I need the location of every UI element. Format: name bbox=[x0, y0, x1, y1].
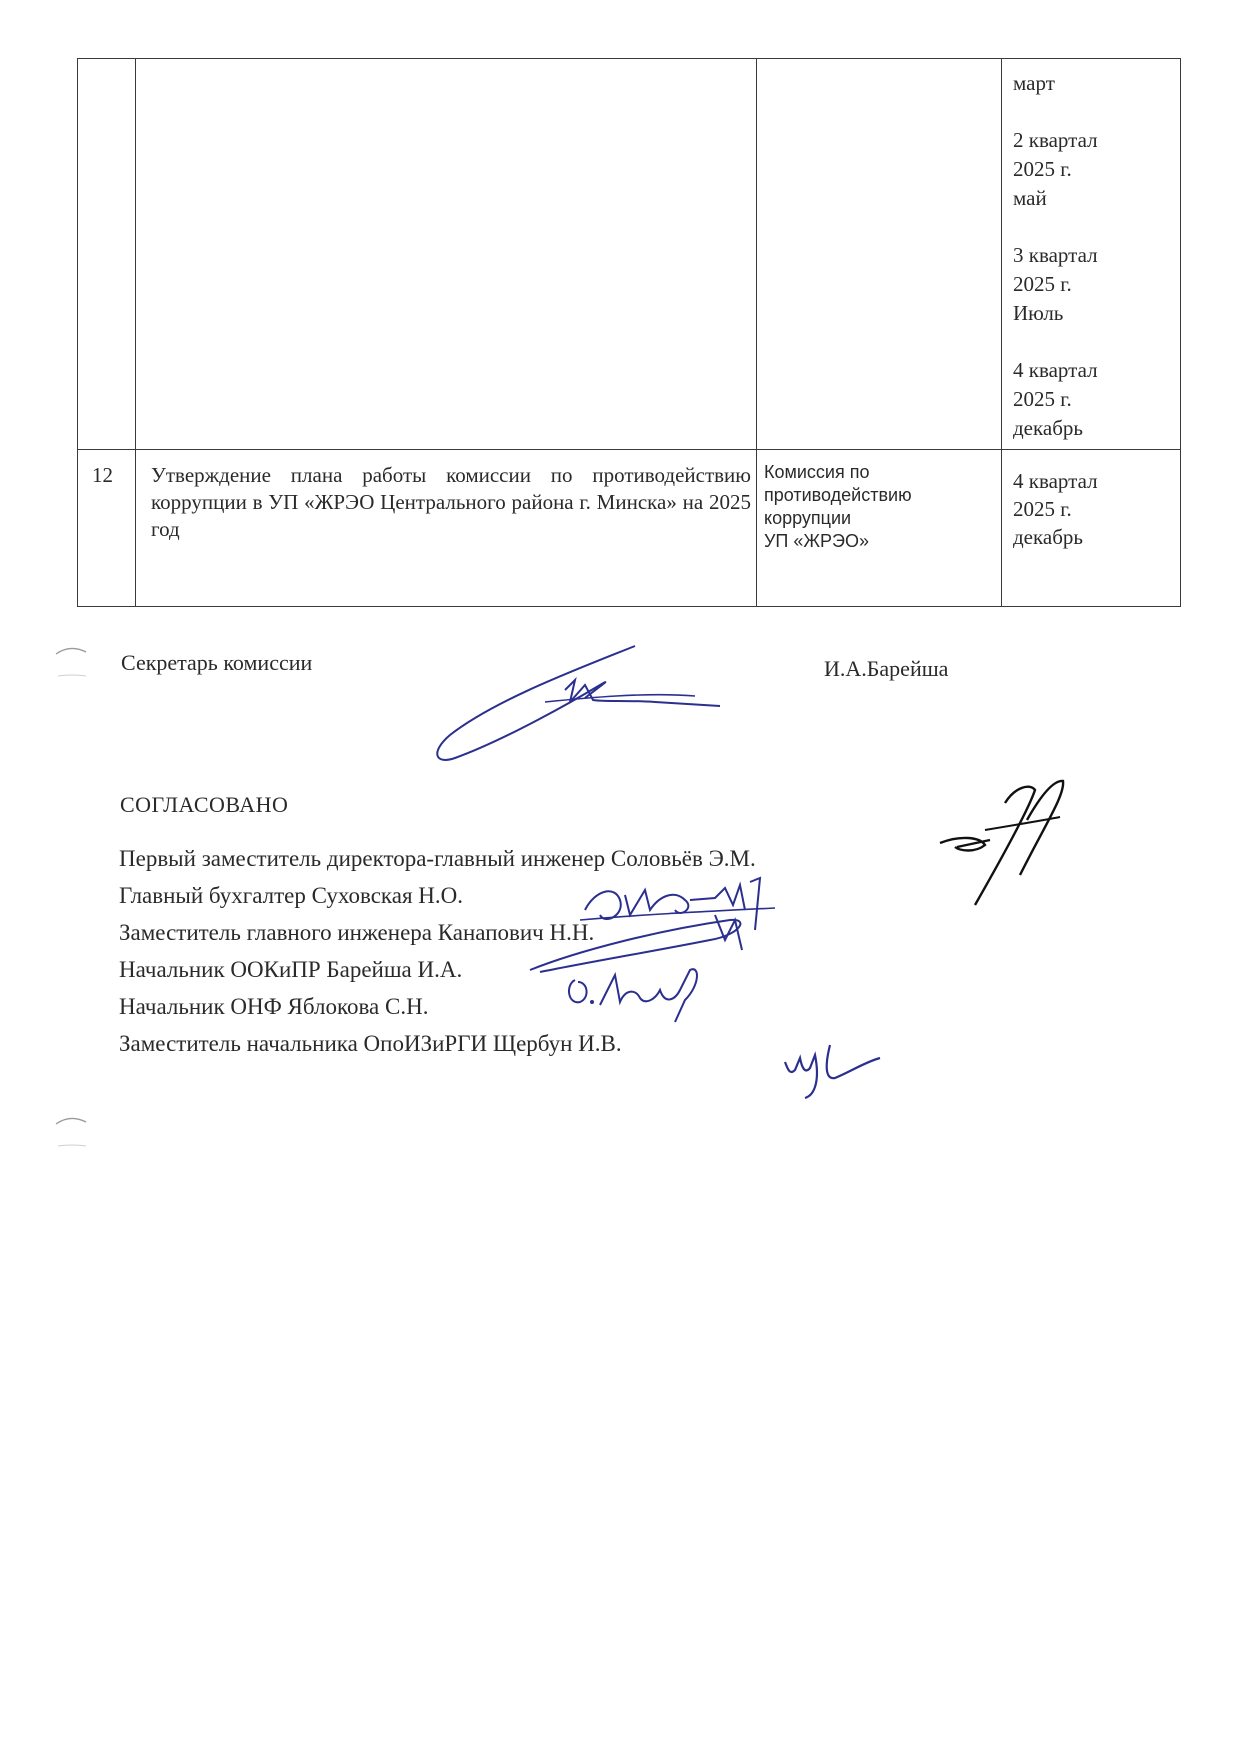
date-line: март bbox=[1013, 71, 1055, 95]
previous-row-dates bbox=[1013, 69, 1098, 443]
date-line: 2 квартал bbox=[1013, 128, 1098, 152]
date-line: 4 квартал bbox=[1013, 358, 1098, 382]
table-row-divider bbox=[78, 449, 1180, 450]
agreement-line: Заместитель начальника ОпоИЗиРГИ Щербун И.В. bbox=[119, 1031, 622, 1056]
date-line: 2025 г. bbox=[1013, 272, 1072, 296]
agreement-heading: СОГЛАСОВАНО bbox=[120, 792, 289, 817]
row-responsible bbox=[764, 461, 974, 553]
due-line: декабрь bbox=[1013, 525, 1083, 549]
agreement-line: Начальник ОНФ Яблокова С.Н. bbox=[119, 994, 429, 1019]
responsible-line: противодействию bbox=[764, 485, 912, 505]
signature-shcherbun bbox=[780, 1040, 890, 1100]
date-line: декабрь bbox=[1013, 416, 1083, 440]
secretary-title: Секретарь комиссии bbox=[121, 650, 313, 675]
responsible-line: коррупции bbox=[764, 508, 852, 528]
date-line: 3 квартал bbox=[1013, 243, 1098, 267]
signature-first-deputy bbox=[935, 775, 1095, 910]
agreement-line: Заместитель главного инженера Канапович Н.Н. bbox=[119, 920, 595, 945]
agreement-line: Первый заместитель директора-главный инженер Соловьёв Э.М. bbox=[119, 846, 756, 871]
due-line: 2025 г. bbox=[1013, 497, 1072, 521]
table-col-divider bbox=[756, 59, 757, 606]
secretary-name: И.А.Барейша bbox=[824, 656, 949, 681]
table-col-divider bbox=[1001, 59, 1002, 606]
punch-hole-bottom bbox=[52, 1110, 92, 1150]
row-due-date bbox=[1013, 467, 1098, 551]
plan-table bbox=[77, 58, 1181, 607]
date-line: 2025 г. bbox=[1013, 387, 1072, 411]
responsible-line: Комиссия по bbox=[764, 462, 870, 482]
due-line: 4 квартал bbox=[1013, 469, 1098, 493]
secretary-signature bbox=[425, 640, 745, 770]
agreement-line: Главный бухгалтер Суховская Н.О. bbox=[119, 883, 464, 908]
row-number: 12 bbox=[92, 463, 113, 487]
date-line: 2025 г. bbox=[1013, 157, 1072, 181]
responsible-line: УП «ЖРЭО» bbox=[764, 531, 869, 551]
signature-onf-head bbox=[560, 960, 730, 1030]
punch-hole-top bbox=[52, 640, 92, 680]
row-description: Утверждение плана работы комиссии по противодействию коррупции в УП «ЖРЭО Центрального района г. Минска» на 2025 год bbox=[151, 463, 751, 541]
date-line: май bbox=[1013, 186, 1047, 210]
agreement-line: Начальник ООКиПР Барейша И.А. bbox=[119, 957, 463, 982]
table-col-divider bbox=[135, 59, 136, 606]
date-line: Июль bbox=[1013, 301, 1064, 325]
